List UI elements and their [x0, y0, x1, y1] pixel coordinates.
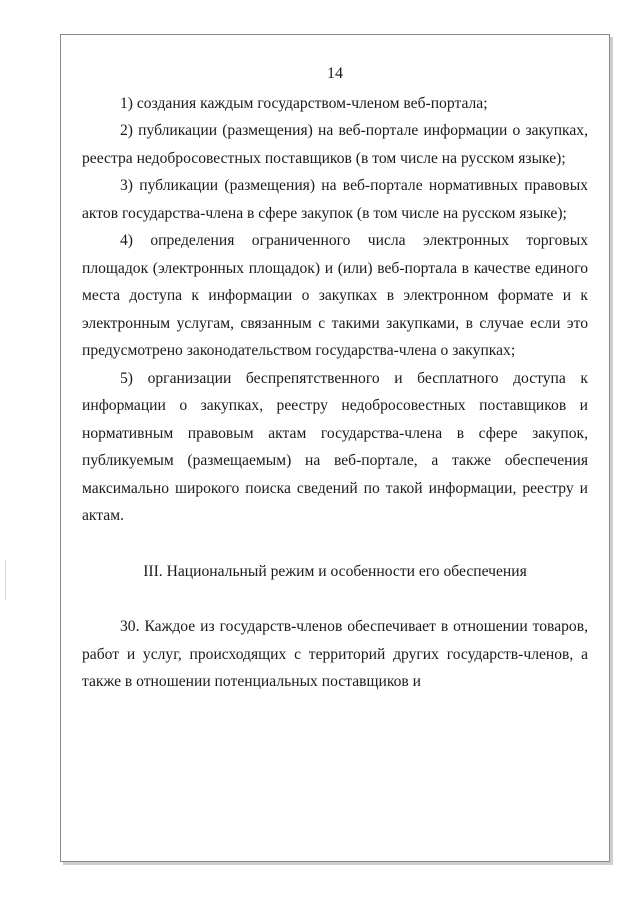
- list-item-2: 2) публикации (размещения) на веб-портале информации о закупках, реестра недобросовестных поставщиков (в том числе на русском языке);: [82, 122, 588, 167]
- section-paragraph: 30. Каждое из государств-членов обеспечивает в отношении товаров, работ и услуг, происходящих с территорий других государств-членов, а также в отношении потенциальных поставщиков и: [82, 618, 588, 690]
- list-item-4: 4) определения ограниченного числа электронных торговых площадок (электронных площадок) и (или) веб-портала в качестве единого места доступа к информации о закупках в электронном формате и к электронным услугам, связанным с такими закупками, в случае если это предусмотрено законодательством государства-члена о закупках;: [82, 232, 588, 359]
- list-item-3: 3) публикации (размещения) на веб-портале нормативных правовых актов государства-члена в сфере закупок (в том числе на русском языке);: [82, 177, 588, 222]
- section-heading: III. Национальный режим и особенности его обеспечения: [143, 562, 527, 580]
- list-item-5: 5) организации беспрепятственного и бесплатного доступа к информации о закупках, реестру недобросовестных поставщиков и нормативным правовым актам государства-члена в сфере закупок, публикуемым (размещаемым) на веб-портале, а также обеспечения максимально широкого поиска сведений по такой информации, реестру и актам.: [82, 369, 588, 524]
- page-number: 14: [327, 65, 343, 82]
- list-item-1: 1) создания каждым государством-членом веб-портала;: [120, 94, 488, 112]
- scan-edge-mark: [5, 560, 6, 600]
- document-page: [82, 60, 588, 696]
